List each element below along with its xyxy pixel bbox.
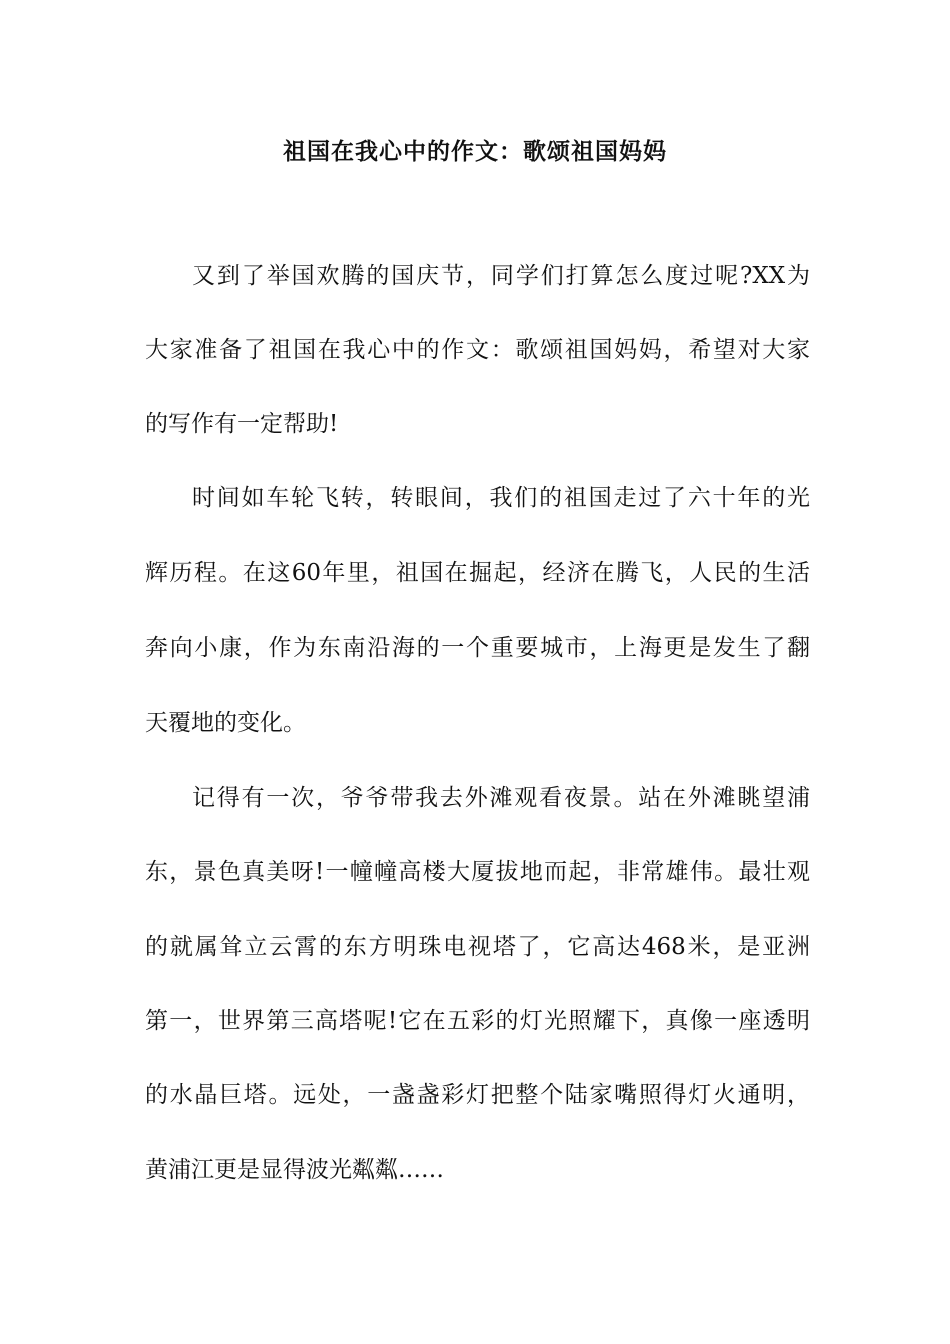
paragraph-2-line-4: 天覆地的变化。 [145,710,306,736]
paragraph-1-line-2: 大家准备了祖国在我心中的作文：歌颂祖国妈妈，希望对大家 [145,337,810,363]
paragraph-3-line-5: 的水晶巨塔。远处，一盏盏彩灯把整个陆家嘴照得灯火通明， [145,1082,810,1108]
paragraph-1-line-3: 的写作有一定帮助! [145,411,339,437]
paragraph-2-line-2: 辉历程。在这60年里，祖国在掘起，经济在腾飞，人民的生活 [145,560,810,586]
paragraph-2-line-3: 奔向小康，作为东南沿海的一个重要城市，上海更是发生了翻 [145,635,810,661]
paragraph-3-line-2: 东，景色真美呀!一幢幢高楼大厦拔地而起，非常雄伟。最壮观 [145,859,810,885]
paragraph-3-line-4: 第一，世界第三高塔呢!它在五彩的灯光照耀下，真像一座透明 [145,1008,810,1034]
paragraph-3-line-3: 的就属耸立云霄的东方明珠电视塔了，它高达468米，是亚洲 [145,934,810,960]
paragraph-3-line-6: 黄浦江更是显得波光粼粼…… [145,1157,444,1183]
paragraph-1-line-1: 又到了举国欢腾的国庆节，同学们打算怎么度过呢?XX为 [192,263,810,289]
paragraph-3-line-1: 记得有一次，爷爷带我去外滩观看夜景。站在外滩眺望浦 [192,785,810,811]
paragraph-2-line-1: 时间如车轮飞转，转眼间，我们的祖国走过了六十年的光 [192,485,810,511]
document-title: 祖国在我心中的作文：歌颂祖国妈妈 [283,138,667,165]
